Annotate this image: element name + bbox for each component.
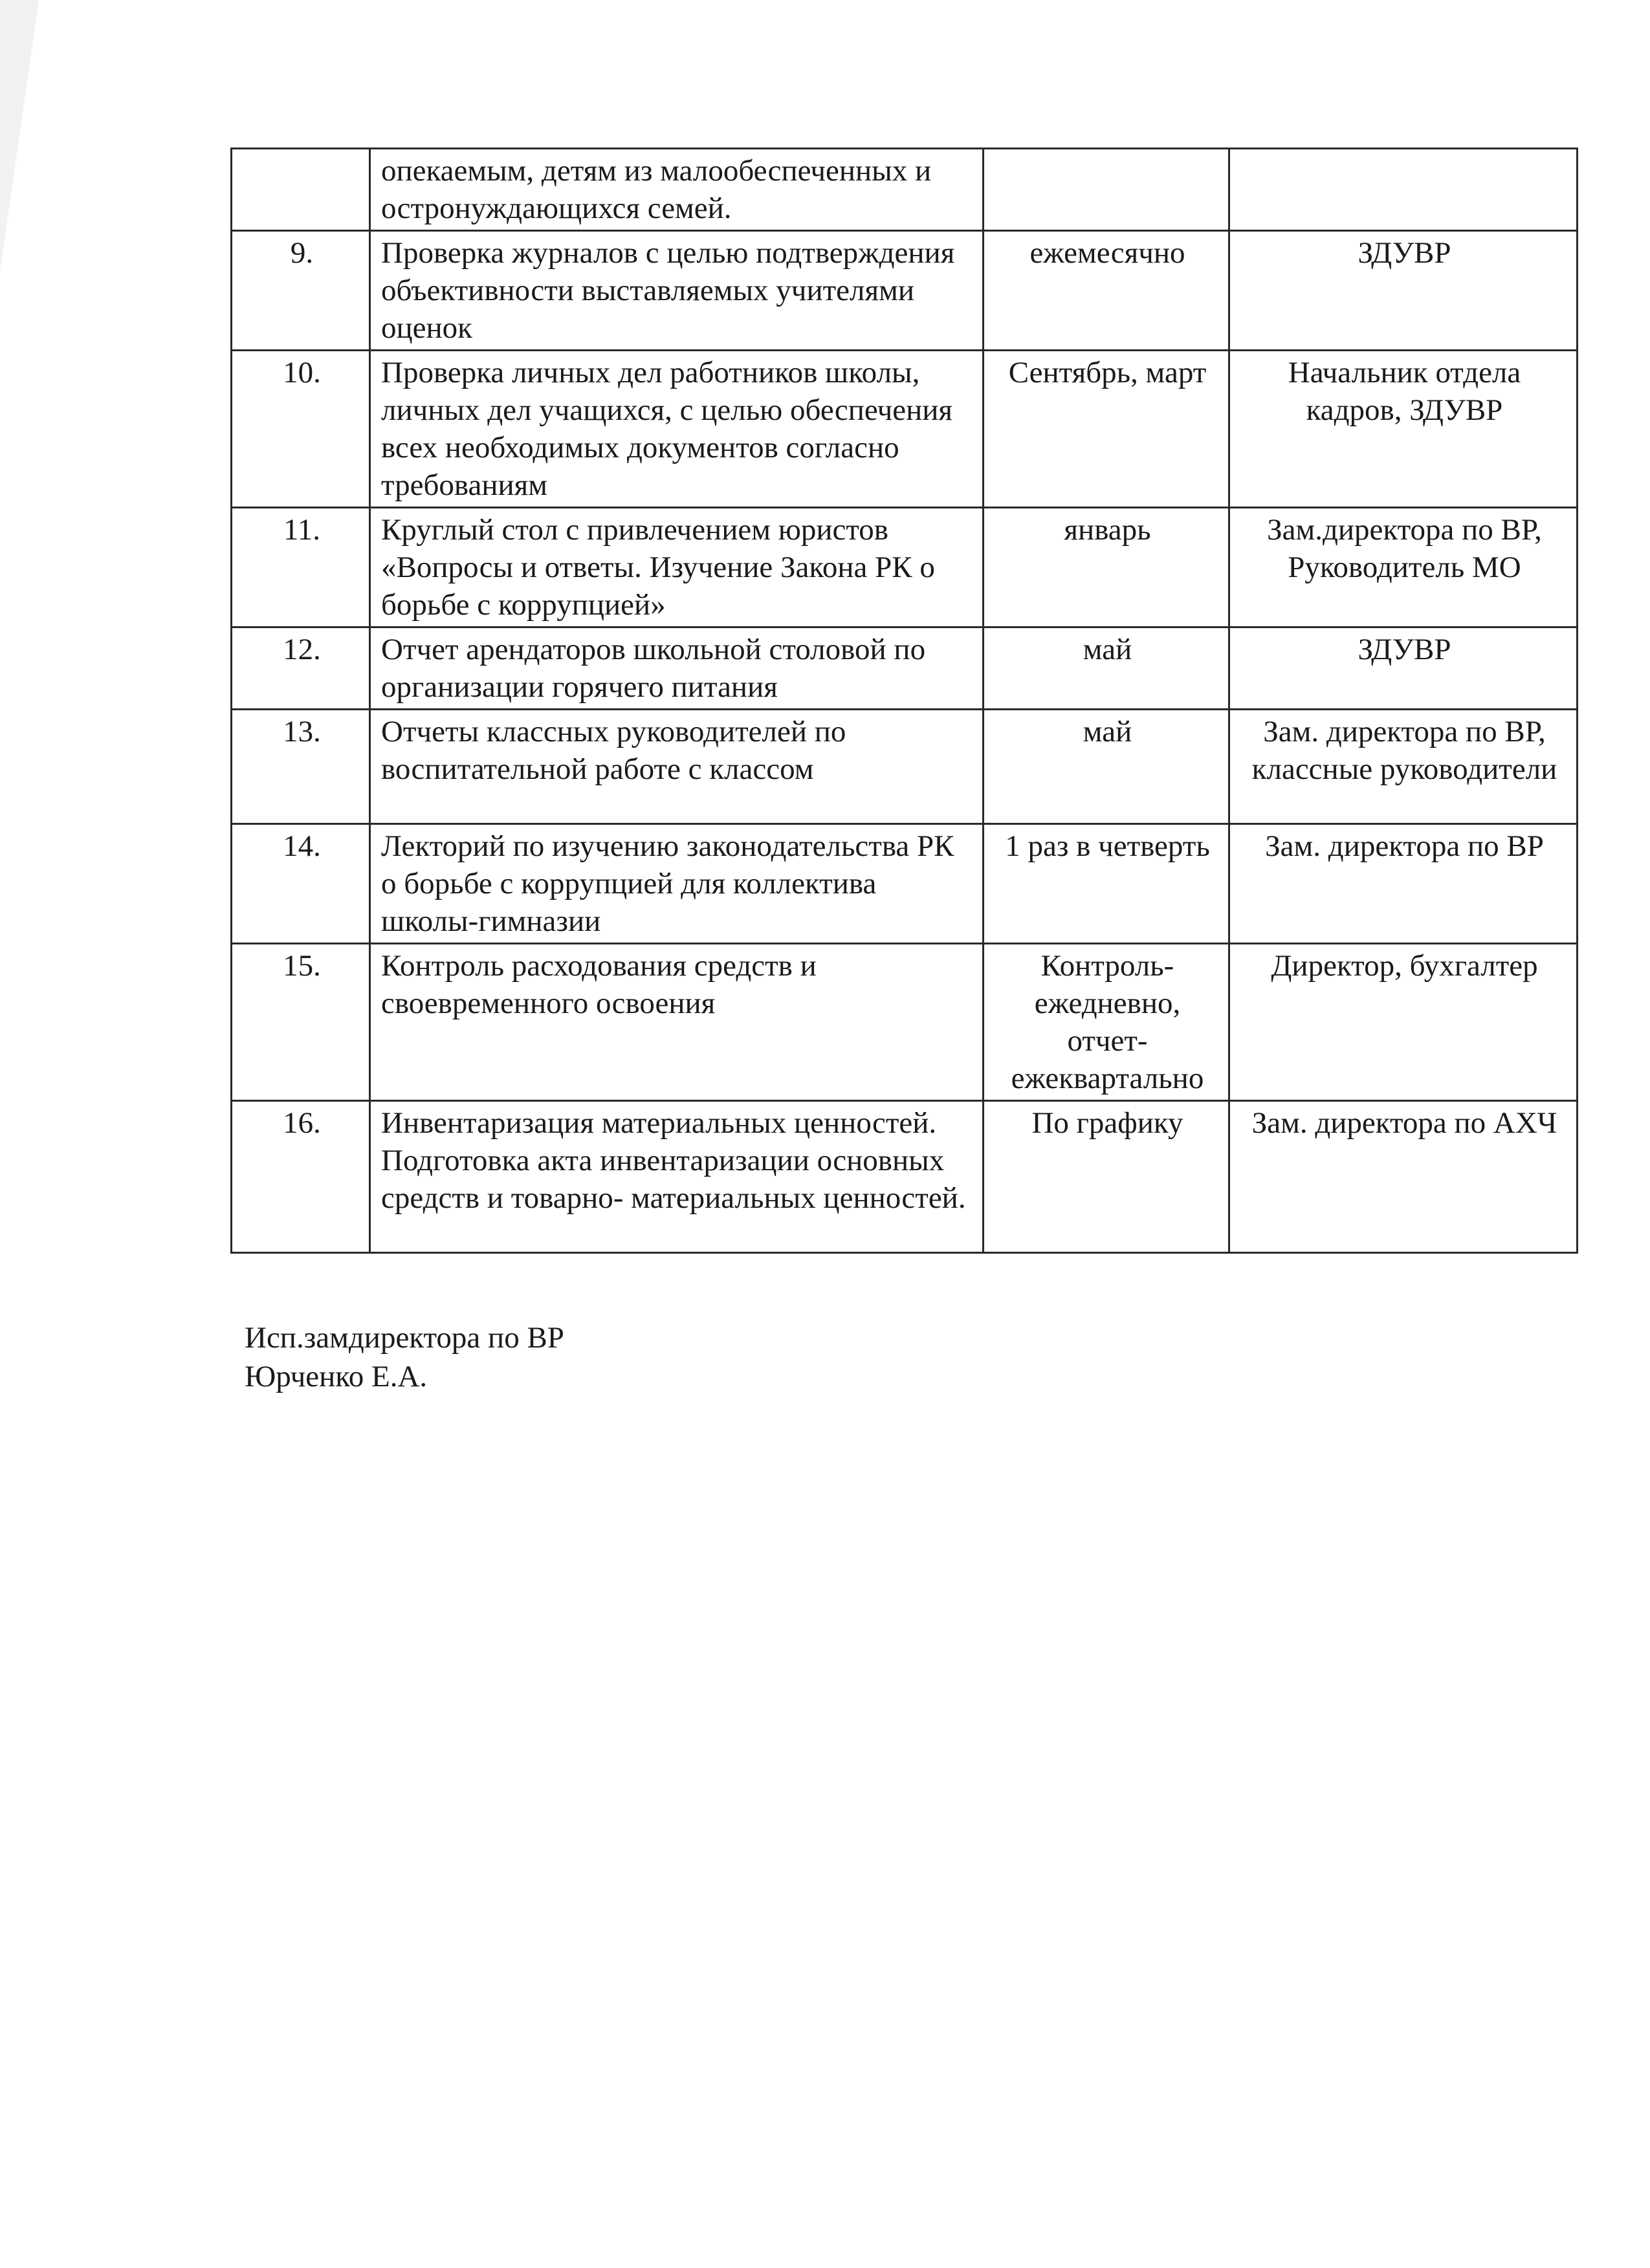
signature-block	[245, 1318, 564, 1396]
row-number	[232, 149, 370, 231]
table-row	[232, 824, 1578, 944]
row-number: 11.	[232, 508, 370, 627]
responsible-cell: ЗДУВР	[1229, 627, 1578, 710]
table-row	[232, 944, 1578, 1101]
event-cell: Проверка журналов с целью подтверждения объективности выставляемых учителями оценок	[370, 231, 984, 351]
table-row	[232, 231, 1578, 351]
row-number: 13.	[232, 710, 370, 824]
term-cell: май	[984, 710, 1229, 824]
page-corner-fold	[0, 0, 39, 272]
event-cell: Отчет арендаторов школьной столовой по организации горячего питания	[370, 627, 984, 710]
event-cell: Контроль расходования средств и своевременного освоения	[370, 944, 984, 1101]
table-row	[232, 351, 1578, 508]
measures-table	[230, 147, 1578, 1254]
table-row	[232, 1101, 1578, 1253]
term-cell: Сентябрь, март	[984, 351, 1229, 508]
table-row	[232, 627, 1578, 710]
event-cell: Проверка личных дел работников школы, личных дел учащихся, с целью обеспечения всех необходимых документов согласно требованиям	[370, 351, 984, 508]
row-number: 9.	[232, 231, 370, 351]
responsible-cell: Зам. директора по ВР, классные руководители	[1229, 710, 1578, 824]
row-number: 10.	[232, 351, 370, 508]
responsible-cell	[1229, 149, 1578, 231]
signer-name: Юрченко Е.А.	[245, 1360, 428, 1393]
term-cell: ежемесячно	[984, 231, 1229, 351]
term-cell: январь	[984, 508, 1229, 627]
term-cell	[984, 149, 1229, 231]
event-cell: Круглый стол с привлечением юристов «Вопросы и ответы. Изучение Закона РК о борьбе с коррупцией»	[370, 508, 984, 627]
event-cell: Отчеты классных руководителей по воспитательной работе с классом	[370, 710, 984, 824]
term-cell: 1 раз в четверть	[984, 824, 1229, 944]
row-number: 16.	[232, 1101, 370, 1253]
responsible-cell: Директор, бухгалтер	[1229, 944, 1578, 1101]
responsible-cell: ЗДУВР	[1229, 231, 1578, 351]
table-row	[232, 710, 1578, 824]
signer-position: Исп.замдиректора по ВР	[245, 1321, 564, 1355]
term-cell: По графику	[984, 1101, 1229, 1253]
event-cell: Лекторий по изучению законодательства РК о борьбе с коррупцией для коллектива школы-гимназии	[370, 824, 984, 944]
responsible-cell: Зам. директора по АХЧ	[1229, 1101, 1578, 1253]
event-cell: опекаемым, детям из малообеспеченных и остронуждающихся семей.	[370, 149, 984, 231]
responsible-cell: Начальник отдела кадров, ЗДУВР	[1229, 351, 1578, 508]
term-cell: Контроль- ежедневно, отчет- ежеквартально	[984, 944, 1229, 1101]
responsible-cell: Зам.директора по ВР, Руководитель МО	[1229, 508, 1578, 627]
event-cell: Инвентаризация материальных ценностей. Подготовка акта инвентаризации основных средств и товарно- материальных ценностей.	[370, 1101, 984, 1253]
table-row	[232, 508, 1578, 627]
responsible-cell: Зам. директора по ВР	[1229, 824, 1578, 944]
table-row	[232, 149, 1578, 231]
row-number: 15.	[232, 944, 370, 1101]
term-cell: май	[984, 627, 1229, 710]
row-number: 12.	[232, 627, 370, 710]
row-number: 14.	[232, 824, 370, 944]
